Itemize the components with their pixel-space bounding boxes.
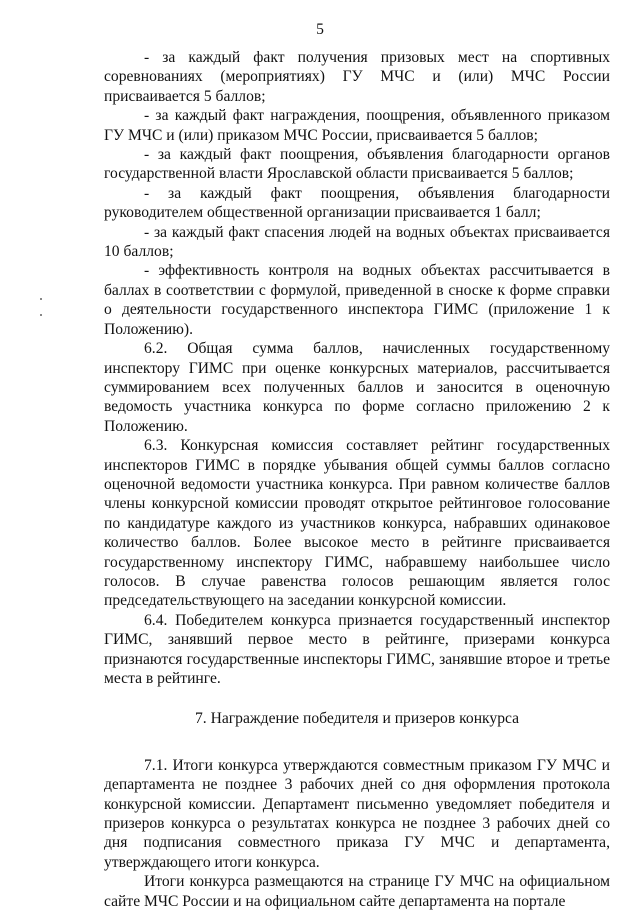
section-heading-7: 7. Награждение победителя и призеров конкурса xyxy=(194,710,520,728)
paragraph-6-4: 6.4. Победителем конкурса признается государственный инспектор ГИМС, занявший первое место в рейтинге, призерами конкурса признаются государственные инспекторы ГИМС, занявшие второе и третье места в рейтинге. xyxy=(104,611,610,687)
paragraph-public-org-gratitude: - за каждый факт поощрения, объявления благодарности руководителем общественной организации присваивается 1 балл; xyxy=(104,184,610,222)
paragraph-6-2: 6.2. Общая сумма баллов, начисленных государственному инспектору ГИМС при оценке конкурсных материалов, рассчитывается суммированием всех полученных баллов и заносится в оценочную ведомость участника конкурса по форме согласно приложению 2 к Положению. xyxy=(104,340,610,435)
margin-mark xyxy=(40,314,42,316)
paragraph-7-1: 7.1. Итоги конкурса утверждаются совместным приказом ГУ МЧС и департамента не позднее 3 рабочих дней со дня оформления протокола конкурсной комиссии. Департамент письменно уведомляет победителя и призеров конкурса о результатах конкурса не позднее 3 рабочих дней со дня подписания совместного приказа ГУ МЧС и департамента, утверждающего итоги конкурса. xyxy=(104,756,610,871)
page-number: 5 xyxy=(316,21,324,38)
paragraph-results-publication: Итоги конкурса размещаются на странице ГУ МЧС на официальном сайте МЧС России и на официальном сайте департамента на портале xyxy=(104,873,610,910)
document-body xyxy=(104,48,610,911)
paragraph-control-efficiency: - эффективность контроля на водных объектах рассчитывается в баллах в соответствии с формулой, приведенной в сноске к форме справки о деятельности государственного инспектора ГИМС (приложение 1 к Положению). xyxy=(104,262,610,338)
paragraph-6-3: 6.3. Конкурсная комиссия составляет рейтинг государственных инспекторов ГИМС в порядке убывания общей суммы баллов согласно оценочной ведомости участника конкурса. При равном количестве баллов члены конкурсной комиссии проводят открытое рейтинговое голосование по кандидатуре каждого из участников конкурса, набравших одинаковое количество баллов. Более высокое место в рейтинге присваивается государственному инспектору ГИМС, набравшему наибольшее число голосов. В случае равенства голосов решающим является голос председательствующего на заседании конкурсной комиссии. xyxy=(104,437,610,610)
margin-mark xyxy=(40,298,42,300)
paragraph-rescue: - за каждый факт спасения людей на водных объектах присваивается 10 баллов; xyxy=(104,223,610,261)
paragraph-prize-places: - за каждый факт получения призовых мест на спортивных соревнованиях (мероприятиях) ГУ МЧС и (или) МЧС России присваивается 5 баллов; xyxy=(104,49,610,105)
paragraph-state-gratitude: - за каждый факт поощрения, объявления благодарности органов государственной власти Ярославской области присваивается 5 баллов; xyxy=(104,146,610,183)
paragraph-awards: - за каждый факт награждения, поощрения, объявленного приказом ГУ МЧС и (или) приказом МЧС России, присваивается 5 баллов; xyxy=(104,107,610,144)
